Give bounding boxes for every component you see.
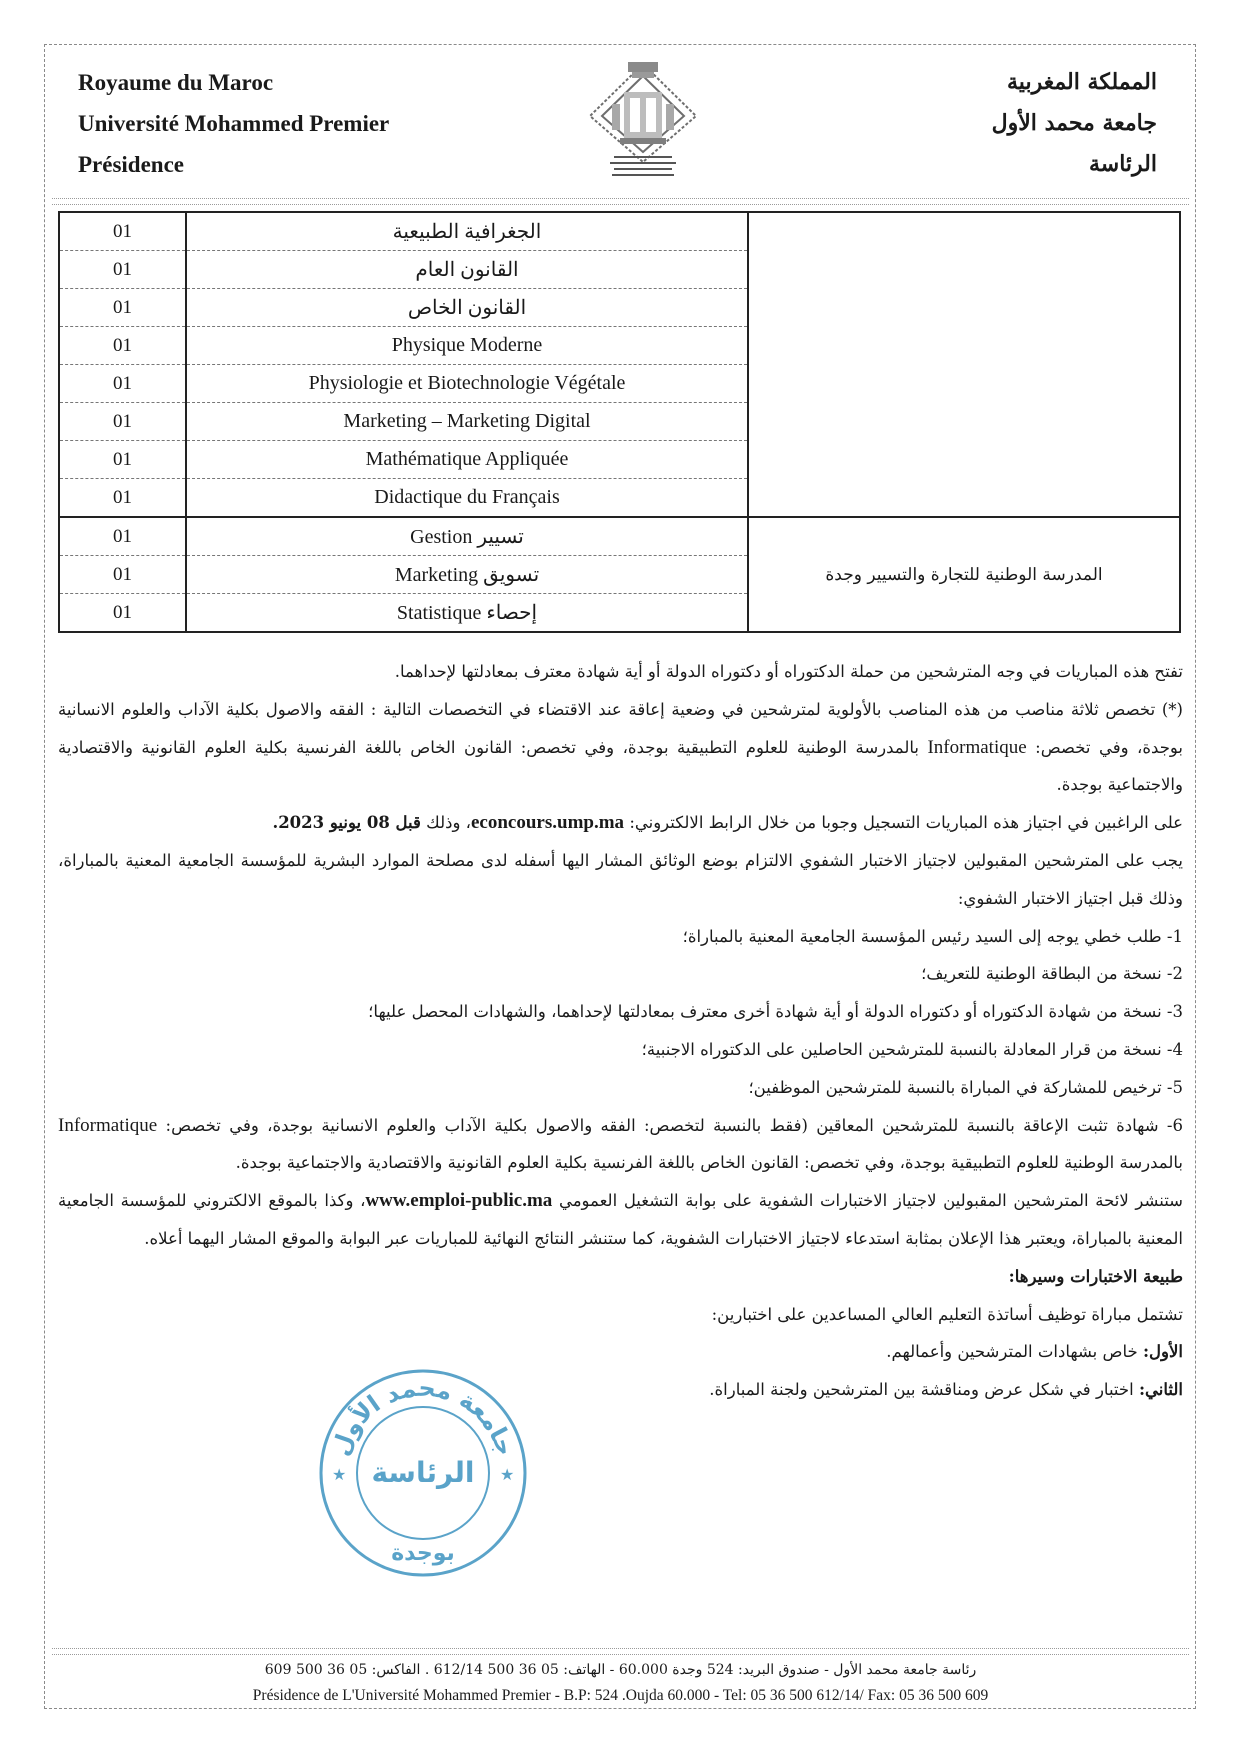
header-divider <box>52 198 1189 205</box>
positions-count: 01 <box>59 289 186 327</box>
positions-count: 01 <box>59 212 186 251</box>
stamp-star-icon: ★ <box>500 1465 515 1484</box>
list-item: 6- شهادة تثبت الإعاقة بالنسبة للمترشحين المعاقين (فقط بالنسبة لتخصص: الفقه والاصول بكلية الآداب والعلوم الانسانية بوجدة، وفي تخصص: Informatique بالمدرسة الوطنية للعلوم التطبيقية بوجدة، وفي تخصص: القانون الخاص باللغة الفرنسية بكلية العلوم القانونية والاقتصادية والاجتماعية بوجدة. <box>58 1114 1183 1173</box>
list-item: 4- نسخة من قرار المعادلة بالنسبة للمترشحين الحاصلين على الدكتوراه الاجنبية؛ <box>641 1039 1183 1059</box>
institution-cell: المدرسة الوطنية للتجارة والتسيير وجدة <box>748 517 1180 632</box>
header-presidence-ar: الرئاسة <box>1088 151 1157 177</box>
positions-count: 01 <box>59 556 186 594</box>
specialty: Marketing – Marketing Digital <box>186 403 748 441</box>
table-row <box>59 517 1180 556</box>
specialty: Physiologie et Biotechnologie Végétale <box>186 365 748 403</box>
header-french <box>78 62 389 185</box>
documents-intro-paragraph: يجب على المترشحين المقبولين لاجتياز الاختبار الشفوي الالتزام بوضع الوثائق المشار اليها أسفله لدى مصلحة الموارد البشرية للمؤسسة الجامعية المعنية بالمباراة، وذلك قبل اجتياز الاختبار الشفوي: <box>58 850 1183 908</box>
stamp-star-icon: ★ <box>332 1465 347 1484</box>
footer-address-ar: رئاسة جامعة محمد الأول - صندوق البريد: 524 وجدة 60.000 - الهاتف: 05 36 500 612/14 . الفاكس: 05 36 500 609 <box>264 1662 977 1678</box>
econcours-link[interactable]: econcours.ump.ma <box>471 812 625 834</box>
specialty: Mathématique Appliquée <box>186 441 748 479</box>
institution-cell <box>748 212 1180 517</box>
positions-count: 01 <box>59 517 186 556</box>
positions-count: 01 <box>59 251 186 289</box>
positions-count: 01 <box>59 327 186 365</box>
presidency-stamp <box>316 1366 530 1580</box>
positions-count: 01 <box>59 365 186 403</box>
footer-address-fr: Présidence de L'Université Mohammed Premier - B.P: 524 .Oujda 60.000 - Tel: 05 36 500 612/14/ Fax: 05 36 500 609 <box>252 1687 989 1704</box>
emploi-public-link[interactable]: www.emploi-public.ma <box>365 1190 553 1212</box>
specialty: القانون العام <box>186 251 748 289</box>
list-item: 2- نسخة من البطاقة الوطنية للتعريف؛ <box>921 964 1183 984</box>
registration-deadline: قبل 08 يونيو 2023. <box>272 813 421 833</box>
exams-intro: تشتمل مباراة توظيف أساتذة التعليم العالي المساعدين على اختبارين: <box>711 1304 1183 1324</box>
positions-table <box>58 211 1181 633</box>
stamp-center-text: الرئاسة <box>371 1456 475 1489</box>
positions-count: 01 <box>59 479 186 518</box>
specialty: Gestion تسيير <box>186 517 748 556</box>
footer-divider <box>52 1648 1189 1655</box>
specialty: Didactique du Français <box>186 479 748 518</box>
stamp-ring-text: جامعة محمد الأول <box>326 1373 520 1460</box>
header-presidence-fr: Présidence <box>78 152 185 177</box>
section-title: طبيعة الاختبارات وسيرها: <box>1008 1266 1183 1286</box>
list-item: 5- ترخيص للمشاركة في المباراة بالنسبة للمترشحين الموظفين؛ <box>748 1077 1183 1097</box>
first-exam: الأول: خاص بشهادات المترشحين وأعمالهم. <box>886 1342 1183 1362</box>
header-university-fr: Université Mohammed Premier <box>78 111 390 136</box>
positions-count: 01 <box>59 403 186 441</box>
eligibility-paragraph: تفتح هذه المباريات في وجه المترشحين من حملة الدكتوراه أو دكتوراه الدولة أو أية شهادة معترف بمعادلتها لإحداهما. <box>394 662 1183 681</box>
specialty: Marketing تسويق <box>186 556 748 594</box>
publication-paragraph: ستنشر لائحة المترشحين المقبولين لاجتياز الاختبارات الشفوية على بوابة التشغيل العمومي www.emploi-public.ma، وكذا بالموقع الالكتروني للمؤسسة الجامعية المعنية بالمباراة، ويعتبر هذا الإعلان بمثابة استدعاء لاجتياز الاختبارات الشفوية، كما ستنشر النتائج النهائية للمباريات عبر البوابة والموقع المشار اليهما أعلاه. <box>58 1190 1183 1248</box>
specialty: Physique Moderne <box>186 327 748 365</box>
header-kingdom-ar: المملكة المغربية <box>1007 69 1157 95</box>
stamp-bottom-text: بوجدة <box>391 1541 455 1566</box>
positions-count: 01 <box>59 441 186 479</box>
list-item: 1- طلب خطي يوجه إلى السيد رئيس المؤسسة الجامعية المعنية بالمباراة؛ <box>682 926 1183 946</box>
header-university-ar: جامعة محمد الأول <box>991 110 1157 136</box>
specialty: القانون الخاص <box>186 289 748 327</box>
table-row <box>59 212 1180 251</box>
header-kingdom-fr: Royaume du Maroc <box>78 70 274 95</box>
university-logo <box>584 58 702 192</box>
specialty: الجغرافية الطبيعية <box>186 212 748 251</box>
disability-priority-paragraph: (*) تخصص ثلاثة مناصب من هذه المناصب بالأولوية لمترشحين في وضعية إعاقة عند الاقتضاء في التخصصات التالية : الفقه والاصول بكلية الآداب والعلوم الانسانية بوجدة، وفي تخصص: Informatique بالمدرسة الوطنية للعلوم التطبيقية بوجدة، وفي تخصص: القانون الخاص باللغة الفرنسية بكلية العلوم القانونية والاقتصادية والاجتماعية بوجدة. <box>58 699 1184 795</box>
list-item: 3- نسخة من شهادة الدكتوراه أو دكتوراه الدولة أو أية شهادة أخرى معترف بمعادلتها لإحداهما، والشهادات المحصل عليها؛ <box>368 1002 1183 1022</box>
announcement-body <box>58 653 1183 1409</box>
positions-count: 01 <box>59 594 186 633</box>
second-exam: الثاني: اختبار في شكل عرض ومناقشة بين المترشحين ولجنة المباراة. <box>709 1380 1183 1400</box>
specialty: Statistique إحصاء <box>186 594 748 633</box>
header-arabic <box>992 62 1157 185</box>
registration-paragraph: على الراغبين في اجتياز هذه المباريات التسجيل وجوبا من خلال الرابط الالكتروني: econcours.ump.ma، وذلك قبل 08 يونيو 2023. <box>272 812 1183 834</box>
